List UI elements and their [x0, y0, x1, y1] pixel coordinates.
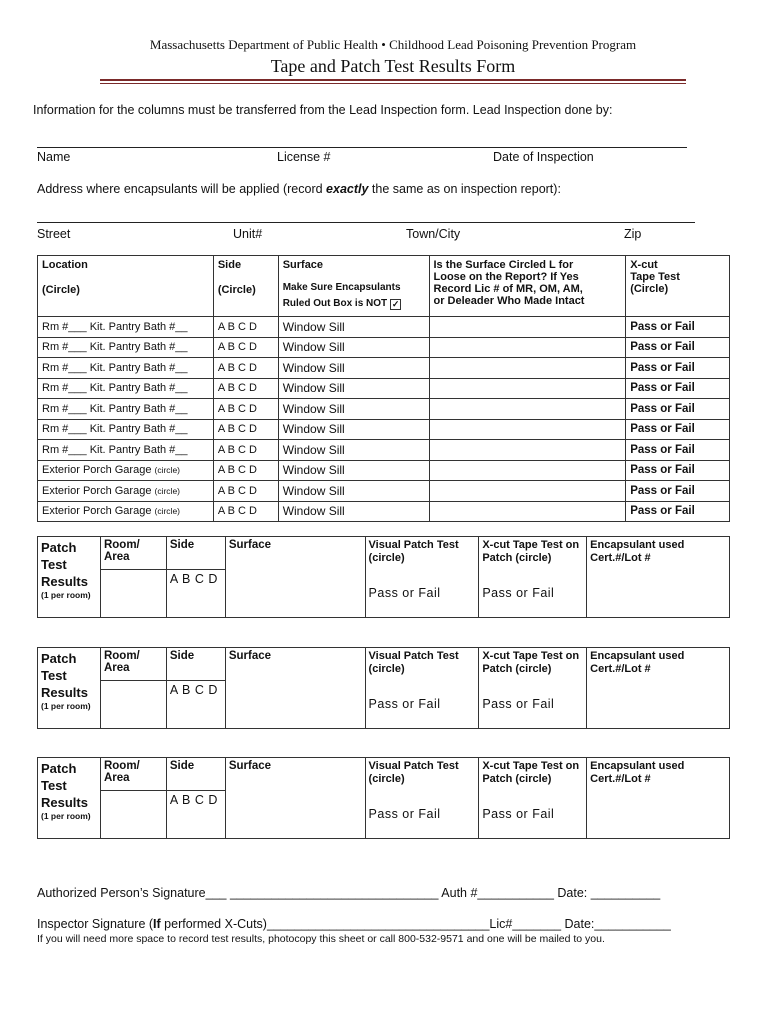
- street-label: Street: [37, 227, 71, 241]
- visual-patch-header: Visual Patch Test (circle): [365, 758, 479, 791]
- surface-cell: Window Sill: [278, 317, 429, 338]
- side-header: Side: [166, 537, 225, 570]
- license-entry-cell[interactable]: [429, 440, 626, 461]
- license-entry-cell[interactable]: [429, 460, 626, 481]
- xcut-result-cell[interactable]: Pass or Fail: [626, 317, 730, 338]
- surface-cell: Window Sill: [278, 399, 429, 420]
- license-entry-cell[interactable]: [429, 481, 626, 502]
- surface-cell[interactable]: Surface: [225, 758, 365, 839]
- location-cell[interactable]: Rm #___ Kit. Pantry Bath #__: [38, 358, 214, 379]
- license-entry-cell[interactable]: [429, 317, 626, 338]
- encapsulant-cell[interactable]: [587, 681, 730, 729]
- xcut-patch-result[interactable]: Pass or Fail: [479, 791, 587, 839]
- side-header: Side: [166, 648, 225, 681]
- side-cell[interactable]: A B C D: [213, 419, 278, 440]
- location-header: Location (Circle): [38, 256, 214, 317]
- surface-cell: Window Sill: [278, 358, 429, 379]
- surface-cell: Window Sill: [278, 378, 429, 399]
- side-cell[interactable]: A B C D: [213, 399, 278, 420]
- side-cell[interactable]: A B C D: [213, 317, 278, 338]
- inspector-signature-line[interactable]: [37, 147, 687, 148]
- license-entry-cell[interactable]: [429, 419, 626, 440]
- side-values[interactable]: A B C D: [166, 791, 225, 839]
- surface-header: Surface Make Sure Encapsulants Ruled Out Box is NOT ✓: [278, 256, 429, 317]
- xcut-patch-result[interactable]: Pass or Fail: [479, 570, 587, 618]
- location-cell[interactable]: Rm #___ Kit. Pantry Bath #__: [38, 317, 214, 338]
- room-area-header: Room/ Area: [100, 758, 166, 791]
- location-cell[interactable]: Exterior Porch Garage (circle): [38, 481, 214, 502]
- xcut-patch-header: X-cut Tape Test on Patch (circle): [479, 648, 587, 681]
- form-title: Tape and Patch Test Results Form: [270, 56, 516, 76]
- location-cell[interactable]: Rm #___ Kit. Pantry Bath #__: [38, 337, 214, 358]
- header-rule-thin: [100, 83, 686, 84]
- license-entry-cell[interactable]: [429, 337, 626, 358]
- table-row: [38, 481, 730, 502]
- patch-label-cell: Patch Test Results (1 per room): [38, 648, 101, 729]
- surface-cell: Window Sill: [278, 501, 429, 522]
- town-label: Town/City: [406, 227, 461, 241]
- visual-patch-header: Visual Patch Test (circle): [365, 648, 479, 681]
- table-row: [38, 378, 730, 399]
- footer-note: If you will need more space to record test results, photocopy this sheet or call 800-532-9571 and one will be mailed to you.: [37, 933, 605, 945]
- table-row: [38, 337, 730, 358]
- side-values[interactable]: A B C D: [166, 681, 225, 729]
- unit-label: Unit#: [233, 227, 263, 241]
- department-header: Massachusetts Department of Public Health • Childhood Lead Poisoning Prevention Program: [149, 37, 637, 52]
- surface-cell[interactable]: Surface: [225, 537, 365, 618]
- license-entry-cell[interactable]: [429, 378, 626, 399]
- location-cell[interactable]: Exterior Porch Garage (circle): [38, 460, 214, 481]
- side-header: Side (Circle): [213, 256, 278, 317]
- xcut-header: X-cut Tape Test (Circle): [626, 256, 730, 317]
- visual-patch-result[interactable]: Pass or Fail: [365, 791, 479, 839]
- side-cell[interactable]: A B C D: [213, 358, 278, 379]
- location-cell[interactable]: Rm #___ Kit. Pantry Bath #__: [38, 440, 214, 461]
- xcut-result-cell[interactable]: Pass or Fail: [626, 358, 730, 379]
- xcut-result-cell[interactable]: Pass or Fail: [626, 337, 730, 358]
- encapsulant-header: Encapsulant used Cert.#/Lot #: [587, 648, 730, 681]
- patch-label-cell: Patch Test Results (1 per room): [38, 537, 101, 618]
- intro-text: Information for the columns must be transferred from the Lead Inspection form. Lead Inspection done by:: [33, 103, 613, 117]
- xcut-result-cell[interactable]: Pass or Fail: [626, 460, 730, 481]
- side-cell[interactable]: A B C D: [213, 440, 278, 461]
- license-entry-cell[interactable]: [429, 399, 626, 420]
- xcut-result-cell[interactable]: Pass or Fail: [626, 481, 730, 502]
- inspection-date-label: Date of Inspection: [493, 150, 594, 164]
- xcut-patch-header: X-cut Tape Test on Patch (circle): [479, 758, 587, 791]
- side-values[interactable]: A B C D: [166, 570, 225, 618]
- table-row: [38, 501, 730, 522]
- surface-cell[interactable]: Surface: [225, 648, 365, 729]
- location-cell[interactable]: Rm #___ Kit. Pantry Bath #__: [38, 419, 214, 440]
- license-entry-cell[interactable]: [429, 358, 626, 379]
- surface-cell: Window Sill: [278, 419, 429, 440]
- xcut-result-cell[interactable]: Pass or Fail: [626, 440, 730, 461]
- patch-test-table: [37, 647, 730, 729]
- side-cell[interactable]: A B C D: [213, 378, 278, 399]
- encapsulant-cell[interactable]: [587, 570, 730, 618]
- license-label: License #: [277, 150, 331, 164]
- surface-cell: Window Sill: [278, 337, 429, 358]
- xcut-patch-result[interactable]: Pass or Fail: [479, 681, 587, 729]
- location-cell[interactable]: Exterior Porch Garage (circle): [38, 501, 214, 522]
- address-line[interactable]: [37, 222, 695, 223]
- encapsulant-header: Encapsulant used Cert.#/Lot #: [587, 758, 730, 791]
- patch-test-table: [37, 757, 730, 839]
- xcut-result-cell[interactable]: Pass or Fail: [626, 399, 730, 420]
- side-cell[interactable]: A B C D: [213, 337, 278, 358]
- side-cell[interactable]: A B C D: [213, 501, 278, 522]
- side-cell[interactable]: A B C D: [213, 481, 278, 502]
- table-row: [38, 358, 730, 379]
- table-row: [38, 399, 730, 420]
- inspector-signature-field[interactable]: Inspector Signature (If performed X-Cuts)________________________________Lic#_______ Date:___________: [37, 917, 671, 931]
- room-area-cell[interactable]: [100, 791, 166, 839]
- checkbox-checked-icon: ✓: [391, 299, 400, 309]
- table-row: [38, 460, 730, 481]
- circled-header: Is the Surface Circled L for Loose on the Report? If Yes Record Lic # of MR, OM, AM, or Deleader Who Made Intact: [429, 256, 626, 317]
- address-instruction: Address where encapsulants will be applied (record exactly the same as on inspection report):: [37, 182, 561, 196]
- visual-patch-header: Visual Patch Test (circle): [365, 537, 479, 570]
- room-area-cell[interactable]: [100, 681, 166, 729]
- table-row: [38, 317, 730, 338]
- room-area-cell[interactable]: [100, 570, 166, 618]
- surface-cell: Window Sill: [278, 440, 429, 461]
- encapsulant-cell[interactable]: [587, 791, 730, 839]
- table-header-row: [38, 256, 730, 317]
- surface-cell: Window Sill: [278, 481, 429, 502]
- encapsulant-header: Encapsulant used Cert.#/Lot #: [587, 537, 730, 570]
- side-header: Side: [166, 758, 225, 791]
- header-rule: [100, 79, 686, 81]
- table-row: [38, 440, 730, 461]
- xcut-result-cell[interactable]: Pass or Fail: [626, 378, 730, 399]
- surface-results-table: [37, 255, 730, 522]
- surface-cell: Window Sill: [278, 460, 429, 481]
- table-row: [38, 419, 730, 440]
- zip-label: Zip: [624, 227, 642, 241]
- patch-label-cell: Patch Test Results (1 per room): [38, 758, 101, 839]
- name-label: Name: [37, 150, 71, 164]
- visual-patch-result[interactable]: Pass or Fail: [365, 570, 479, 618]
- room-area-header: Room/ Area: [100, 648, 166, 681]
- xcut-result-cell[interactable]: Pass or Fail: [626, 419, 730, 440]
- xcut-patch-header: X-cut Tape Test on Patch (circle): [479, 537, 587, 570]
- side-cell[interactable]: A B C D: [213, 460, 278, 481]
- location-cell[interactable]: Rm #___ Kit. Pantry Bath #__: [38, 378, 214, 399]
- visual-patch-result[interactable]: Pass or Fail: [365, 681, 479, 729]
- address-instruction-emphasis: exactly: [326, 182, 369, 196]
- room-area-header: Room/ Area: [100, 537, 166, 570]
- xcut-result-cell[interactable]: Pass or Fail: [626, 501, 730, 522]
- license-entry-cell[interactable]: [429, 501, 626, 522]
- location-cell[interactable]: Rm #___ Kit. Pantry Bath #__: [38, 399, 214, 420]
- patch-test-table: [37, 536, 730, 618]
- authorized-signature-line[interactable]: Authorized Person’s Signature___ ______________________________ Auth #___________ Date: __________: [37, 886, 661, 900]
